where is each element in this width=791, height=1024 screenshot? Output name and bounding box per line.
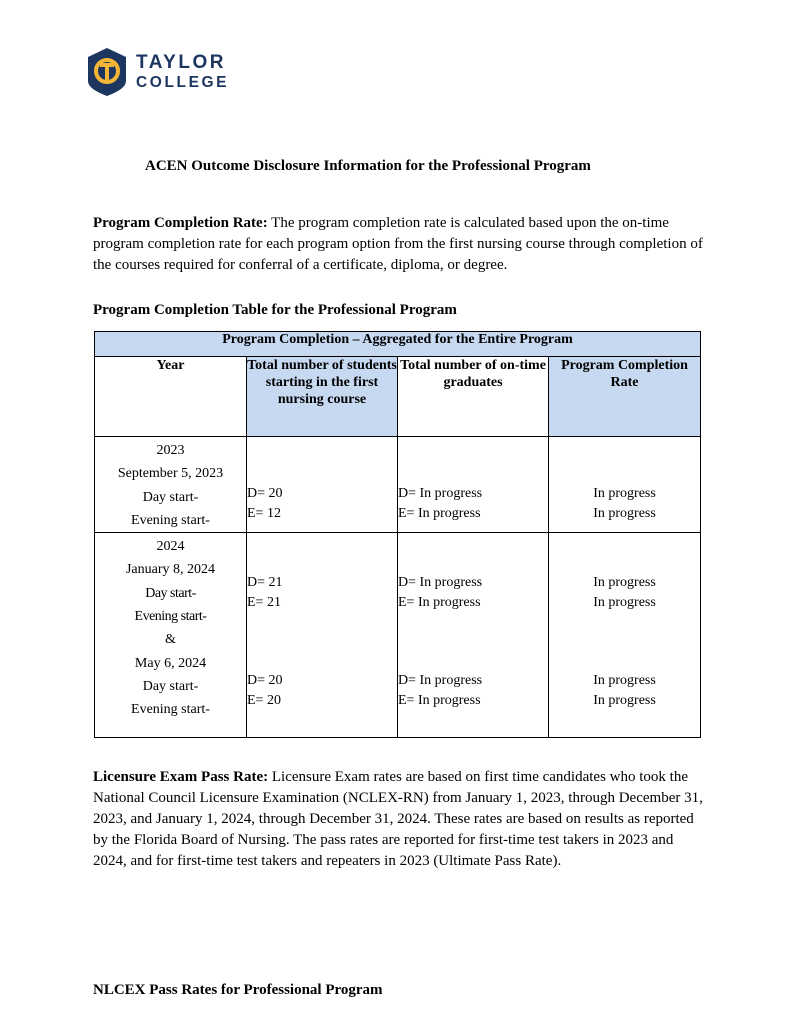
completion-rate-label: Program Completion Rate:: [93, 215, 268, 231]
day-start-label: Day start-: [142, 489, 199, 505]
licensure-text: Licensure Exam rates are based on first time candidates who took the National Council Licensure Examination (NCLEX-RN) from January 1, 2023, through December 31, 2023, and January 1, 2024, through December 31, 2024. These rates are based on results as reported by the Florida Board of Nursing. The pass rates are reported for first-time test takers in 2023 and 2024, and for first-time test takers and repeaters in 2023 (Ultimate Pass Rate).: [93, 769, 703, 869]
day-rate-january: In progress: [593, 575, 656, 591]
completion-rate-paragraph: [93, 213, 703, 276]
day-start-label: Day start-: [142, 678, 199, 694]
day-count: D= 20: [247, 486, 283, 501]
start-date-may: May 6, 2024: [134, 655, 207, 671]
day-count-may: D= 20: [247, 673, 283, 689]
table-row-2024: [95, 533, 701, 738]
evening-graduates-may: E= In progress: [398, 693, 481, 709]
header-completion-rate: Program Completion Rate: [549, 357, 701, 437]
year-cell-2023: [95, 437, 247, 533]
evening-graduates: E= In progress: [398, 506, 481, 521]
start-date: September 5, 2023: [117, 466, 224, 482]
header-year: Year: [95, 357, 247, 437]
day-count-january: D= 21: [247, 575, 283, 591]
start-date-january: January 8, 2024: [125, 562, 216, 578]
header-students-starting: Total number of students starting in the first nursing course: [247, 357, 398, 437]
students-cell-2024: [247, 533, 398, 738]
nclex-section-title: NLCEX Pass Rates for Professional Program: [93, 982, 383, 998]
evening-count: E= 12: [247, 506, 281, 521]
graduates-cell-2023: [398, 437, 549, 533]
table-title: Program Completion Table for the Professional Program: [93, 302, 457, 318]
students-cell-2023: [247, 437, 398, 533]
logo-word-taylor: TAYLOR: [136, 52, 226, 73]
header-ontime-graduates: Total number of on-time graduates: [398, 357, 549, 437]
college-logo: [86, 47, 246, 99]
evening-rate: In progress: [593, 506, 656, 521]
year-label: 2023: [156, 443, 185, 458]
evening-start-label: Evening start-: [131, 512, 210, 528]
evening-graduates-january: E= In progress: [398, 595, 481, 611]
rate-cell-2023: [549, 437, 701, 533]
ampersand: &: [165, 632, 176, 648]
graduates-cell-2024: [398, 533, 549, 738]
program-completion-table: [94, 331, 701, 738]
table-row-2023: [95, 437, 701, 533]
day-rate-may: In progress: [593, 673, 656, 689]
evening-count-may: E= 20: [247, 693, 281, 709]
evening-count-january: E= 21: [247, 595, 281, 611]
evening-rate-may: In progress: [593, 693, 656, 709]
day-graduates-january: D= In progress: [398, 575, 483, 591]
year-cell-2024: [95, 533, 247, 738]
licensure-paragraph: [93, 767, 703, 872]
licensure-label: Licensure Exam Pass Rate:: [93, 769, 269, 785]
table-caption: Program Completion – Aggregated for the Entire Program: [95, 332, 701, 357]
completion-rate-text: The program completion rate is calculated based upon the on-time program completion rate for each program option from the first nursing course through completion of the courses required for conferral of a certificate, diploma, or degree.: [93, 215, 703, 273]
day-rate: In progress: [593, 486, 656, 501]
rate-cell-2024: [549, 533, 701, 738]
day-graduates: D= In progress: [398, 486, 483, 501]
day-start-label: Day start-: [145, 585, 196, 601]
evening-start-label: Evening start-: [134, 609, 207, 625]
page-title: ACEN Outcome Disclosure Information for the Professional Program: [145, 158, 591, 174]
evening-rate-january: In progress: [593, 595, 656, 611]
evening-start-label: Evening start-: [131, 702, 210, 718]
year-label: 2024: [156, 539, 185, 555]
shield-logo-icon: [86, 47, 128, 97]
logo-word-college: COLLEGE: [136, 74, 230, 91]
day-graduates-may: D= In progress: [398, 673, 483, 689]
